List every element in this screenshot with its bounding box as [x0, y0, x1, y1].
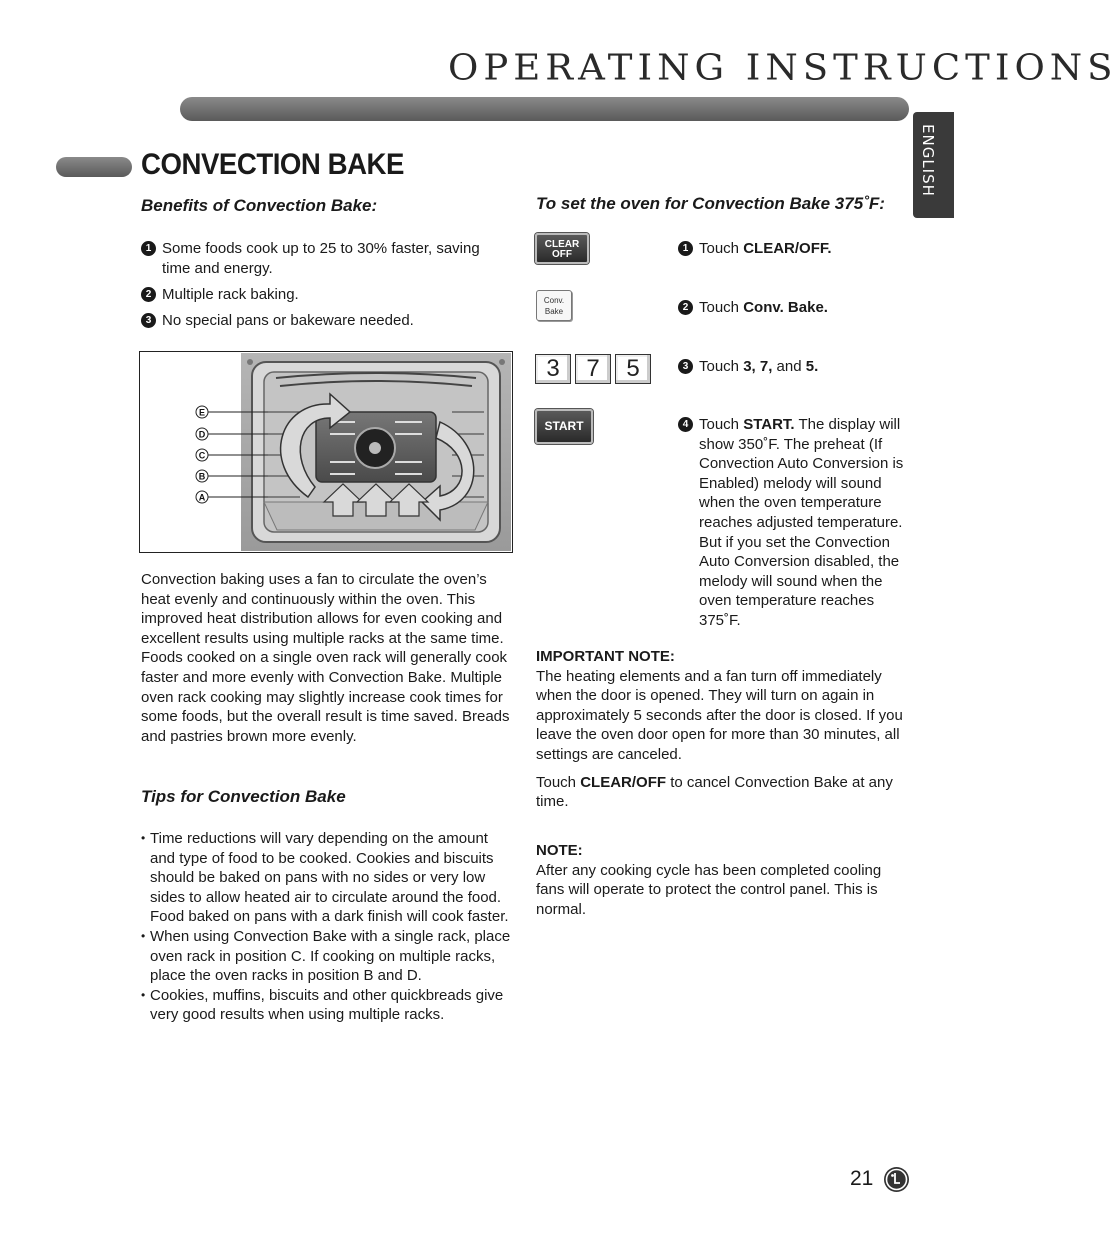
page-header-title: OPERATING INSTRUCTIONS: [448, 47, 1118, 88]
step-number-1-icon: 1: [678, 241, 693, 256]
benefit-text: No special pans or bakeware needed.: [162, 312, 414, 329]
key-label: OFF: [552, 249, 572, 260]
tip-item: • Time reductions will vary depending on the amount and type of food to be cooked. Cookies and biscuits should be baked on pans with no sides or very low sides to allow heated air to circulate around the food. Food baked on pans with a dark finish will cook faster.: [141, 829, 511, 927]
rack-label-d: D: [198, 429, 206, 440]
start-key-icon: START: [535, 409, 593, 444]
key-label: CLEAR: [544, 239, 580, 250]
benefit-text: Multiple rack baking.: [162, 286, 299, 303]
tip-item: • Cookies, muffins, biscuits and other quickbreads give very good results when using multiple racks.: [141, 986, 511, 1025]
intro-paragraph: Convection baking uses a fan to circulate the oven’s heat evenly and continuously within the oven. This improved heat distribution allows for even cooking and excellent results using multiple racks at the same time. Foods cooked on a single oven rack will generally cook faster and more evenly with Convection Bake. Multiple oven rack cooking may slightly increase cook times for some foods, but the overall result is time saved. Breads and pastries brown more evenly.: [141, 571, 510, 745]
clear-off-key-icon: [535, 233, 589, 264]
cancel-instruction: [536, 773, 910, 812]
setting-step: [678, 357, 913, 377]
step-text: Touch: [699, 299, 744, 316]
step-text: Touch: [699, 416, 744, 433]
step-text-bold: Conv. Bake.: [743, 299, 828, 316]
section-title: CONVECTION BAKE: [141, 148, 404, 181]
step-text: Touch: [699, 240, 744, 257]
section-pill: [56, 157, 132, 177]
step-number-3-icon: 3: [141, 313, 156, 328]
step-number-3-icon: 3: [678, 359, 693, 374]
setting-step: [678, 415, 913, 635]
language-tab: [913, 112, 954, 218]
step-text-bold: CLEAR/OFF.: [743, 240, 832, 257]
step-text-bold: START.: [743, 416, 795, 433]
setting-heading: To set the oven for Convection Bake 375˚F:: [536, 194, 885, 213]
conv-bake-key-icon: [536, 290, 572, 321]
rack-label-a: A: [198, 492, 206, 503]
key-label: Bake: [544, 307, 564, 316]
step-number-1-icon: 1: [141, 241, 156, 256]
step-text: The display will show 350˚F. The preheat (If Convection Auto Conversion is Enabled) melody will sound when the oven temperature reaches adjusted temperature. But if you set the Convection Auto Conversion disabled, the melody will sound when the oven temperature reaches 375˚F.: [699, 416, 904, 629]
lg-logo-graphic: [884, 1167, 909, 1192]
benefits-heading: Benefits of Convection Bake:: [141, 196, 378, 215]
cancel-text: Touch: [536, 773, 581, 791]
digit-5-key-icon: 5: [615, 354, 651, 384]
step-number-2-icon: 2: [678, 300, 693, 315]
lg-logo-icon: [884, 1167, 909, 1192]
digit-3-key-icon: 3: [535, 354, 571, 384]
oven-rack-diagram: [139, 351, 513, 553]
tips-list: [141, 829, 511, 1025]
rack-label-c: C: [198, 450, 206, 461]
note-label: NOTE:: [536, 842, 583, 859]
note: [536, 841, 910, 919]
important-note-label: IMPORTANT NOTE:: [536, 648, 675, 665]
benefit-item: [141, 285, 506, 305]
step-number-2-icon: 2: [141, 287, 156, 302]
important-note: [536, 647, 910, 812]
important-note-text: The heating elements and a fan turn off immediately when the door is opened. They will turn on again in approximately 5 seconds after the door is closed. If you leave the oven door open for more than 30 minutes, all settings are canceled.: [536, 667, 903, 763]
step-text-bold: 5.: [805, 358, 819, 375]
step-text: Touch: [699, 358, 744, 375]
setting-step: [678, 298, 913, 318]
language-tab-label: ENGLISH: [919, 124, 937, 197]
tip-item: • When using Convection Bake with a single rack, place oven rack in position C. If cooking on multiple racks, place the oven racks in position B and D.: [141, 927, 511, 986]
header-bar: [180, 97, 909, 121]
rack-label-e: E: [198, 407, 206, 418]
digit-7-key-icon: 7: [575, 354, 611, 384]
benefit-text: Some foods cook up to 25 to 30% faster, saving time and energy.: [162, 240, 480, 277]
rack-label-b: B: [198, 471, 206, 482]
oven-illustration: [140, 352, 512, 552]
step-number-4-icon: 4: [678, 417, 693, 432]
setting-step: [678, 239, 913, 259]
cancel-text: to cancel Convection Bake at any time.: [536, 773, 893, 811]
tips-heading: Tips for Convection Bake: [141, 787, 346, 806]
step-text: and: [772, 358, 806, 375]
benefit-item: [141, 239, 506, 279]
page-number: 21: [850, 1167, 874, 1190]
step-text-bold: 3, 7,: [743, 358, 773, 375]
note-text: After any cooking cycle has been completed cooling fans will operate to protect the control panel. This is normal.: [536, 861, 882, 918]
key-label: Conv.: [543, 296, 565, 305]
benefit-item: [141, 311, 506, 331]
cancel-text-bold: CLEAR/OFF: [580, 773, 667, 791]
